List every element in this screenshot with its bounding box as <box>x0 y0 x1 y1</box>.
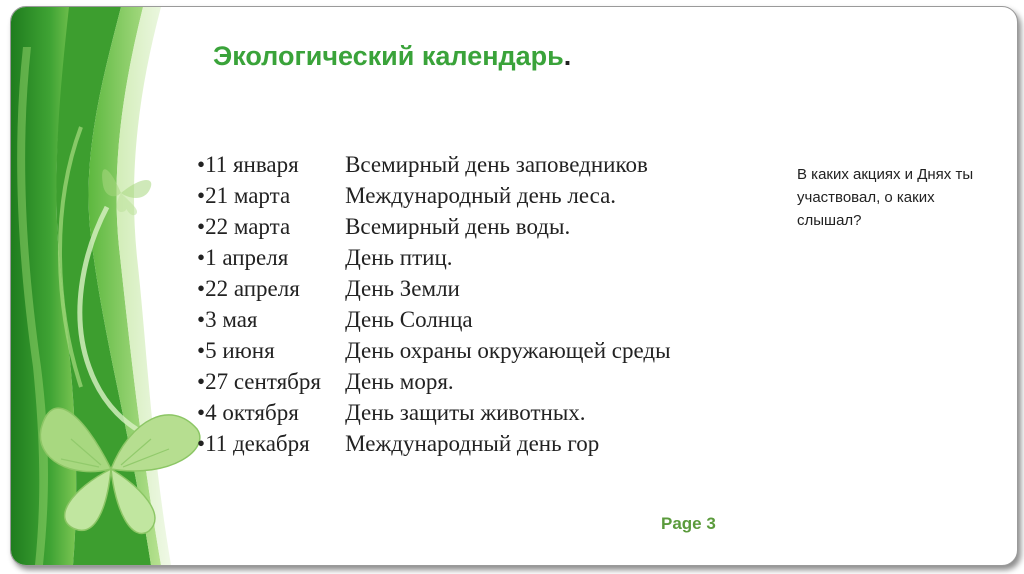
event-date: 5 июня <box>205 338 275 363</box>
list-item <box>197 397 671 428</box>
event-date: 11 января <box>205 152 299 177</box>
list-item <box>197 211 671 242</box>
list-item <box>197 242 671 273</box>
bullet: • <box>197 245 206 270</box>
event-name: День защиты животных. <box>345 400 586 425</box>
event-name: Всемирный день заповедников <box>345 152 648 177</box>
bullet: • <box>197 152 206 177</box>
title-text: Экологический календарь <box>213 41 564 71</box>
list-item <box>197 335 671 366</box>
list-item <box>197 149 671 180</box>
slide-frame <box>10 6 1018 566</box>
event-date: 3 мая <box>205 307 258 332</box>
list-item <box>197 273 671 304</box>
eco-calendar-list <box>197 149 671 459</box>
event-date: 11 декабря <box>205 431 310 456</box>
bullet: • <box>197 183 206 208</box>
event-name: День моря. <box>345 369 454 394</box>
bullet: • <box>197 214 206 239</box>
event-name: День Земли <box>345 276 460 301</box>
bullet: • <box>197 431 206 456</box>
event-name: День Солнца <box>345 307 473 332</box>
event-date: 22 апреля <box>205 276 300 301</box>
event-name: Всемирный день воды. <box>345 214 571 239</box>
list-item <box>197 366 671 397</box>
bullet: • <box>197 307 206 332</box>
event-name: Международный день леса. <box>345 183 617 208</box>
event-name: Международный день гор <box>345 431 600 456</box>
page-title <box>213 41 571 72</box>
bullet: • <box>197 369 206 394</box>
event-date: 21 марта <box>205 183 291 208</box>
event-date: 22 марта <box>205 214 291 239</box>
bullet: • <box>197 400 206 425</box>
list-item <box>197 180 671 211</box>
event-date: 1 апреля <box>205 245 289 270</box>
bullet: • <box>197 338 206 363</box>
event-date: 4 октября <box>205 400 299 425</box>
title-punctuation: . <box>563 41 572 71</box>
bullet: • <box>197 276 206 301</box>
list-item <box>197 304 671 335</box>
page-number: Page 3 <box>661 514 716 533</box>
event-name: День птиц. <box>345 245 453 270</box>
event-name: День охраны окружающей среды <box>345 338 671 363</box>
side-question: В каких акциях и Днях ты участвовал, о каких слышал? <box>797 166 974 229</box>
event-date: 27 сентября <box>205 369 321 394</box>
list-item <box>197 428 671 459</box>
